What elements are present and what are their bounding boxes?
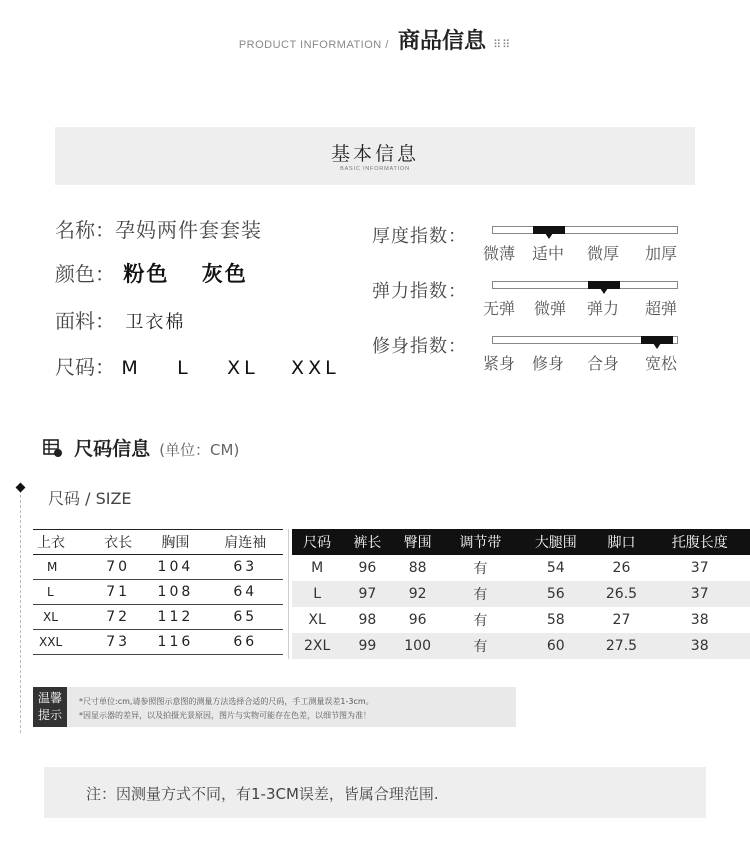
fit-opt-0: 紧身: [483, 354, 516, 373]
thickness-opt-2: 微厚: [587, 244, 620, 263]
elasticity-opt-1: 微弹: [534, 299, 567, 318]
table-row: [33, 555, 283, 580]
size-row: [55, 351, 340, 380]
header-title: 商品信息: [397, 29, 486, 54]
dashed-divider: [20, 490, 21, 733]
tips-line-1: *尺寸单位:cm,请参照图示意图的测量方法选择合适的尺码，手工测量误差1-3cm。: [79, 697, 374, 706]
table-cell: 92: [393, 581, 443, 607]
table-cell: 88: [393, 555, 443, 581]
note-text: 注：因测量方式不同，有1-3CM误差，皆属合理范围.: [86, 785, 439, 803]
color-gray: 灰色: [201, 262, 248, 286]
thickness-opt-3: 加厚: [645, 244, 678, 263]
fit-label: 修身指数：: [372, 336, 467, 357]
note-box: [44, 767, 706, 818]
table-cell: 54: [518, 555, 593, 581]
tips-line-2: *因显示器的差异，以及拍摄光景原因，图片与实物可能存在色差，以细节图为准！: [79, 711, 371, 720]
elasticity-bar: [492, 281, 678, 289]
section-header: [0, 24, 750, 55]
thickness-opt-0: 微薄: [483, 244, 516, 263]
size-info-unit: (单位：CM): [159, 441, 240, 459]
table-cell: XL: [33, 605, 93, 630]
table-cell: 26.5: [594, 581, 650, 607]
table-cell: 73: [93, 630, 143, 655]
table-cell: 38: [649, 607, 750, 633]
table-header-row: [292, 529, 750, 555]
top-size-table: [33, 529, 283, 655]
tips-box: [33, 687, 516, 727]
table-row: [33, 605, 283, 630]
size-info-heading: [43, 434, 239, 461]
elasticity-arrow-icon: [600, 288, 608, 294]
elasticity-opt-3: 超弹: [645, 299, 678, 318]
table-cell: 60: [518, 633, 593, 659]
table-cell: 65: [208, 605, 283, 630]
dots-icon: ⠿⠿: [493, 38, 512, 51]
table-header: 肩连袖: [208, 530, 283, 555]
table-cell: 100: [393, 633, 443, 659]
table-cell: 116: [143, 630, 207, 655]
ruler-table-icon: [43, 439, 63, 457]
thickness-label: 厚度指数：: [372, 226, 467, 247]
size-info-title: 尺码信息: [74, 438, 151, 460]
table-cell: 58: [518, 607, 593, 633]
table-cell: 97: [342, 581, 392, 607]
table-cell: 99: [342, 633, 392, 659]
name-label: 名称：: [55, 218, 115, 242]
fit-opt-3: 宽松: [645, 354, 678, 373]
table-cell: 有: [443, 633, 518, 659]
size-m: M: [121, 357, 139, 379]
table-cell: 有: [443, 581, 518, 607]
table-cell: 96: [393, 607, 443, 633]
table-row: [292, 581, 750, 607]
banner-subtitle: BASIC INFORMATION: [340, 166, 410, 172]
fit-opt-2: 合身: [587, 354, 620, 373]
table-header: 尺码: [292, 529, 342, 555]
table-header-row: [33, 530, 283, 555]
pants-size-table: [292, 529, 750, 659]
banner-title: 基本信息: [330, 143, 419, 165]
basic-info-banner: [55, 127, 695, 185]
elasticity-opt-2: 弹力: [587, 299, 620, 318]
table-cell: 27.5: [594, 633, 650, 659]
table-cell: XL: [292, 607, 342, 633]
table-header: 调节带: [443, 529, 518, 555]
fit-arrow-icon: [653, 343, 661, 349]
size-xl: XL: [227, 357, 259, 379]
table-row: [33, 630, 283, 655]
color-pink: 粉色: [123, 262, 170, 286]
table-cell: 有: [443, 607, 518, 633]
color-label: 颜色：: [55, 262, 115, 286]
table-header: 托腹长度: [649, 529, 750, 555]
table-row: [292, 607, 750, 633]
table-cell: 63: [208, 555, 283, 580]
fabric-row: [55, 305, 185, 334]
table-header: 脚口: [594, 529, 650, 555]
table-cell: 37: [649, 581, 750, 607]
table-header: 衣长: [93, 530, 143, 555]
table-cell: 38: [649, 633, 750, 659]
thickness-bar: [492, 226, 678, 234]
table-cell: 72: [93, 605, 143, 630]
fit-bar: [492, 336, 678, 344]
table-cell: XXL: [33, 630, 93, 655]
fit-opt-1: 修身: [532, 354, 565, 373]
color-row: [55, 258, 248, 288]
table-cell: 56: [518, 581, 593, 607]
table-cell: 64: [208, 580, 283, 605]
size-l: L: [177, 357, 189, 379]
table-cell: 66: [208, 630, 283, 655]
thickness-arrow-icon: [545, 233, 553, 239]
tips-badge-line2: 提示: [37, 708, 62, 722]
tips-badge-line1: 温馨: [37, 691, 62, 705]
table-cell: 104: [143, 555, 207, 580]
table-cell: 96: [342, 555, 392, 581]
table-cell: 70: [93, 555, 143, 580]
elasticity-label: 弹力指数：: [372, 281, 467, 302]
table-row: [292, 633, 750, 659]
table-header: 臀围: [393, 529, 443, 555]
table-separator: [288, 529, 289, 659]
table-cell: L: [33, 580, 93, 605]
table-header: 胸围: [143, 530, 207, 555]
fabric-label: 面料：: [55, 309, 115, 333]
size-subtitle: 尺码 / SIZE: [48, 489, 132, 508]
table-cell: 有: [443, 555, 518, 581]
table-cell: 2XL: [292, 633, 342, 659]
table-cell: M: [292, 555, 342, 581]
table-cell: 71: [93, 580, 143, 605]
table-row: [292, 555, 750, 581]
table-cell: 37: [649, 555, 750, 581]
name-row: [55, 214, 262, 243]
size-xxl: XXL: [291, 357, 340, 379]
table-header: 大腿围: [518, 529, 593, 555]
table-cell: 112: [143, 605, 207, 630]
name-value: 孕妈两件套套装: [115, 218, 262, 242]
size-label: 尺码：: [55, 355, 115, 379]
thickness-opt-1: 适中: [532, 244, 565, 263]
table-cell: L: [292, 581, 342, 607]
table-header: 裤长: [342, 529, 392, 555]
table-cell: 27: [594, 607, 650, 633]
table-cell: 26: [594, 555, 650, 581]
elasticity-opt-0: 无弹: [483, 299, 516, 318]
header-en: PRODUCT INFORMATION /: [238, 39, 389, 51]
fabric-value: 卫衣棉: [125, 312, 186, 333]
table-cell: 108: [143, 580, 207, 605]
table-row: [33, 580, 283, 605]
table-cell: 98: [342, 607, 392, 633]
table-cell: M: [33, 555, 93, 580]
tips-badge: [33, 687, 67, 727]
diamond-icon: [16, 483, 26, 493]
table-header: 上衣: [33, 530, 93, 555]
